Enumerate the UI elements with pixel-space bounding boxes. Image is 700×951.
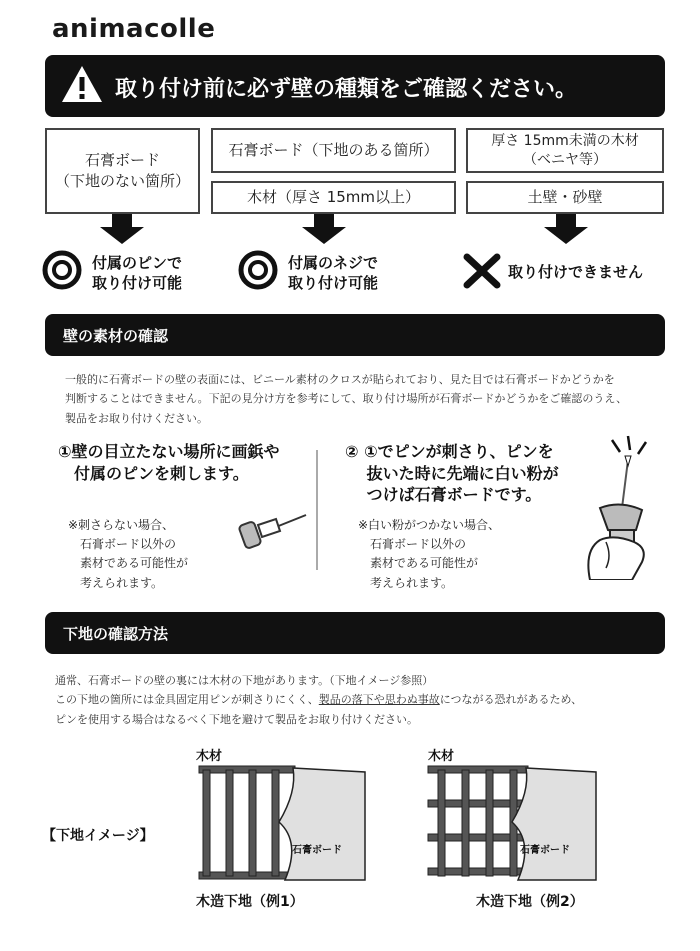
step2-note: ※白い粉がつかない場合、 石膏ボード以外の 素材である可能性が 考えられます。 (358, 518, 501, 590)
board-label-1: 石膏ボード (292, 845, 342, 856)
board-label-2: 石膏ボード (520, 845, 570, 856)
wall-type-wood-thick: 木材（厚さ 15mm以上） (211, 181, 456, 214)
stud-diagram-example-1 (193, 762, 368, 884)
warning-icon (60, 64, 104, 104)
arrow-down-icon (542, 214, 590, 244)
section-title-wall-material: 壁の素材の確認 (45, 314, 665, 356)
verdict-pin-ok: 付属のピンで 取り付け可能 (92, 254, 183, 293)
arrow-down-icon (98, 214, 146, 244)
wall-type-earth-sand: 土壁・砂壁 (466, 181, 664, 214)
stud-image-label: 【下地イメージ】 (42, 828, 154, 844)
verdict-screw-ok: 付属のネジで 取り付け可能 (288, 254, 379, 293)
brand-logo: animacolle (52, 14, 216, 44)
cross-ng-icon (462, 253, 502, 289)
step-divider (316, 450, 318, 570)
hand-holding-pin-icon (570, 430, 660, 580)
wall-type-gypsum-with-stud: 石膏ボード（下地のある箇所） (211, 128, 456, 173)
step1-title: ①壁の目立たない場所に画鋲や 付属のピンを刺します。 (58, 442, 280, 483)
wood-label-2: 木材 (428, 749, 455, 764)
section-title-stud-check: 下地の確認方法 (45, 612, 665, 654)
double-circle-ok-icon (42, 250, 82, 290)
stud-diagram-example-2 (424, 762, 599, 884)
line2-post: につながる恐れがあるため、 (439, 693, 583, 707)
example1-caption: 木造下地（例1） (196, 894, 304, 910)
section1-paragraph: 一般的に石膏ボードの壁の表面には、ビニール素材のクロスが貼られており、見た目では石膏ボードかどうかを 判断することはできません。下記の見分け方を参考にして、取り付け場所が石膏ボードかどうかをご確認のうえ、 製品をお取り付けください。 (65, 373, 628, 425)
push-pin-icon (236, 505, 308, 553)
section2-line1: 通常、石膏ボードの壁の裏には木材の下地があります。（下地イメージ参照） (55, 674, 434, 687)
wood-label-1: 木材 (196, 749, 223, 764)
example2-caption: 木造下地（例2） (476, 894, 584, 910)
step1-note: ※刺さらない場合、 石膏ボード以外の 素材である可能性が 考えられます。 (68, 518, 189, 590)
wall-type-gypsum-no-stud: 石膏ボード （下地のない箇所） (45, 128, 200, 214)
verdict-not-possible: 取り付けできません (508, 263, 644, 281)
line2-pre: この下地の箇所には金具固定用ピンが刺さりにくく、 (55, 693, 319, 707)
wall-type-wood-thin: 厚さ 15mm未満の木材 （ベニヤ等） (466, 128, 664, 173)
double-circle-ok-icon (238, 250, 278, 290)
banner-title: 取り付け前に必ず壁の種類をご確認ください。 (115, 77, 578, 102)
line2-underline: 製品の落下や思わぬ事故 (318, 693, 440, 707)
step2-title: ② ①でピンが刺さり、ピンを 抜いた時に先端に白い粉が つけば石膏ボードです。 (345, 442, 559, 505)
section2-line3: ピンを使用する場合はなるべく下地を避けて製品をお取り付けください。 (55, 712, 418, 726)
arrow-down-icon (300, 214, 348, 244)
section2-line2 (55, 690, 675, 709)
